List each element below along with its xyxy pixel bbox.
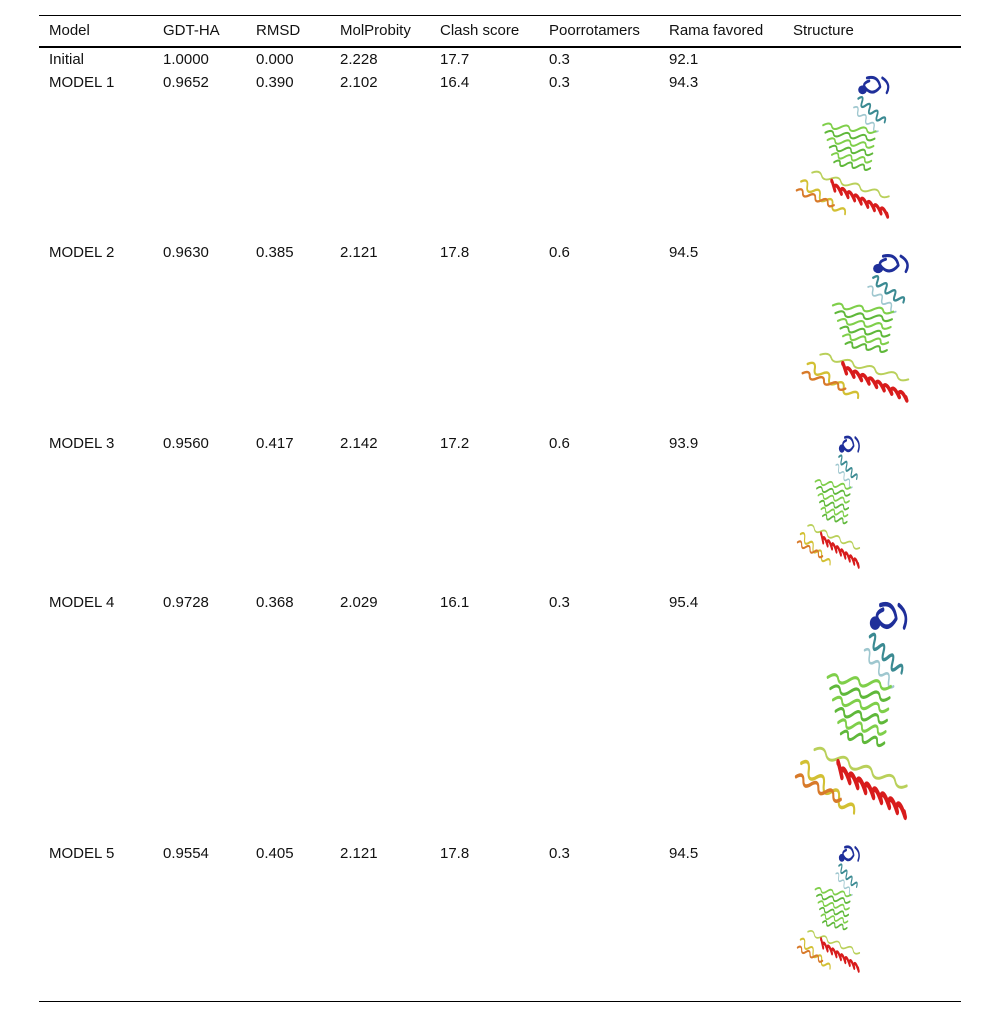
cell-rama-favored: 94.3 (669, 74, 699, 91)
cell-rama-favored: 93.9 (669, 435, 699, 452)
header-structure: Structure (793, 22, 854, 39)
protein-ribbon-icon (788, 596, 920, 822)
cell-clash-score: 17.7 (440, 51, 470, 68)
cell-molprobity: 2.029 (340, 594, 378, 611)
cell-molprobity: 2.121 (340, 845, 378, 862)
cell-poor-rotamers: 0.6 (549, 435, 570, 452)
protein-ribbon-icon (795, 250, 921, 404)
cell-gdt-ha: 0.9630 (163, 244, 209, 261)
cell-rama-favored: 92.1 (669, 51, 699, 68)
cell-rmsd: 0.390 (256, 74, 294, 91)
table-bottom-rule (39, 1001, 961, 1002)
cell-clash-score: 17.8 (440, 845, 470, 862)
cell-clash-score: 16.4 (440, 74, 470, 91)
cell-clash-score: 17.8 (440, 244, 470, 261)
protein-ribbon-icon (793, 432, 867, 570)
cell-rama-favored: 94.5 (669, 244, 699, 261)
cell-rmsd: 0.368 (256, 594, 294, 611)
cell-poor-rotamers: 0.3 (549, 74, 570, 91)
cell-molprobity: 2.142 (340, 435, 378, 452)
header-clash-score: Clash score (440, 22, 520, 39)
header-rama-favored: Rama favored (669, 22, 764, 39)
cell-poor-rotamers: 0.3 (549, 845, 570, 862)
table-header-rule (39, 46, 961, 48)
cell-clash-score: 17.2 (440, 435, 470, 452)
cell-molprobity: 2.102 (340, 74, 378, 91)
cell-model: Initial (49, 51, 85, 68)
header-rmsd: RMSD (256, 22, 301, 39)
table-top-rule (39, 15, 961, 16)
cell-gdt-ha: 0.9554 (163, 845, 209, 862)
cell-rama-favored: 95.4 (669, 594, 699, 611)
cell-model: MODEL 5 (49, 845, 115, 862)
cell-model: MODEL 4 (49, 594, 115, 611)
cell-rama-favored: 94.5 (669, 845, 699, 862)
cell-poor-rotamers: 0.3 (549, 594, 570, 611)
cell-molprobity: 2.121 (340, 244, 378, 261)
protein-ribbon-icon (790, 72, 900, 220)
cell-rmsd: 0.417 (256, 435, 294, 452)
cell-clash-score: 16.1 (440, 594, 470, 611)
header-poor-rotamers: Poorrotamers (549, 22, 640, 39)
cell-poor-rotamers: 0.6 (549, 244, 570, 261)
cell-poor-rotamers: 0.3 (549, 51, 570, 68)
protein-ribbon-icon (793, 842, 867, 974)
cell-gdt-ha: 0.9560 (163, 435, 209, 452)
header-molprobity: MolProbity (340, 22, 411, 39)
header-gdt-ha: GDT-HA (163, 22, 220, 39)
cell-gdt-ha: 0.9728 (163, 594, 209, 611)
header-model: Model (49, 22, 90, 39)
cell-model: MODEL 1 (49, 74, 115, 91)
cell-model: MODEL 2 (49, 244, 115, 261)
cell-gdt-ha: 0.9652 (163, 74, 209, 91)
cell-molprobity: 2.228 (340, 51, 378, 68)
cell-gdt-ha: 1.0000 (163, 51, 209, 68)
cell-rmsd: 0.405 (256, 845, 294, 862)
cell-model: MODEL 3 (49, 435, 115, 452)
cell-rmsd: 0.385 (256, 244, 294, 261)
cell-rmsd: 0.000 (256, 51, 294, 68)
